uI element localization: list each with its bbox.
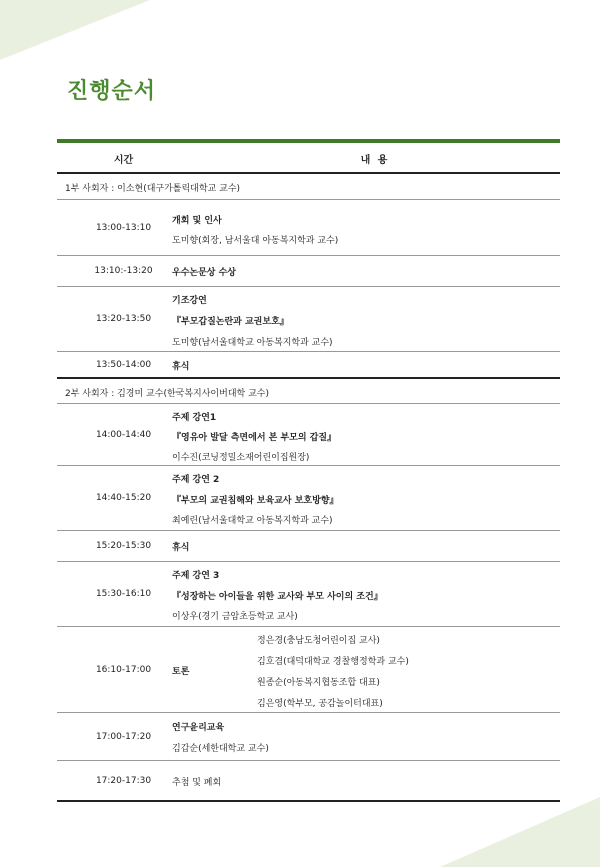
row-time: 13:10:-13:20: [94, 266, 153, 276]
table-row: [57, 562, 560, 627]
table-row: [57, 287, 560, 352]
panelist: 김은영(학부모, 공감놀이터대표): [257, 699, 383, 709]
row-time: 13:00-13:10: [95, 222, 152, 233]
header-content: 내 용: [360, 155, 390, 166]
page-title: 진행순서: [67, 79, 157, 104]
row-time: 17:00-17:20: [95, 731, 152, 742]
row-subtitle: 『부모갑질논란과 교권보호』: [172, 317, 289, 327]
table-row: [57, 627, 560, 713]
row-time: 16:10-17:00: [95, 664, 152, 675]
row-subtitle: 『영유아 발달 측면에서 본 부모의 갑질』: [172, 433, 337, 443]
row-time: 13:20-13:50: [95, 314, 152, 324]
section-1: [57, 174, 560, 200]
row-detail: 도미향(회장, 남서울대 아동복지학과 교수): [172, 236, 339, 246]
table-row: [57, 713, 560, 761]
row-time: 13:50-14:00: [95, 359, 152, 370]
row-detail: 김갑순(세한대학교 교수): [172, 744, 269, 754]
row-title: 주제 강연 2: [172, 475, 220, 485]
table-row: [57, 761, 560, 802]
corner-decoration-bottom: [440, 797, 600, 867]
section-2: [57, 379, 560, 404]
row-title: 개회 및 인사: [172, 216, 222, 226]
row-title: 휴식: [172, 543, 190, 553]
header-time: 시간: [113, 155, 134, 166]
row-title: 주제 강연1: [172, 413, 217, 423]
panelist: 정은경(충남도청어린이집 교사): [257, 636, 380, 646]
row-detail: 이수진(코닝정밀소재어린이집원장): [172, 453, 310, 463]
row-title: 주제 강연 3: [172, 571, 220, 581]
schedule-table: [57, 143, 560, 802]
row-time: 15:20-15:30: [95, 541, 152, 551]
row-detail: 이상우(경기 금암초등학교 교사): [172, 612, 298, 622]
row-time: 15:30-16:10: [95, 589, 152, 599]
table-row: [57, 531, 560, 562]
row-title: 기조강연: [172, 296, 207, 306]
row-title: 휴식: [172, 362, 190, 372]
panelist: 김호겸(대덕대학교 경찰행정학과 교수): [257, 657, 409, 667]
table-row: [57, 256, 560, 287]
row-subtitle: 『성장하는 아이들을 위한 교사와 부모 사이의 조건』: [172, 592, 383, 602]
row-time: 17:20-17:30: [95, 775, 152, 786]
row-time: 14:40-15:20: [95, 493, 152, 503]
row-subtitle: 『부모의 교권침해와 보육교사 보호방향』: [172, 496, 339, 506]
row-time: 14:00-14:40: [95, 429, 152, 440]
row-detail: 도미향(남서울대학교 아동복지학과 교수): [172, 338, 333, 348]
section-label: 1부 사회자 : 이소현(대구가톨릭대학교 교수): [65, 184, 241, 194]
row-title: 연구윤리교육: [172, 723, 225, 733]
table-row: [57, 404, 560, 466]
row-title: 토론: [172, 667, 190, 677]
row-title: 추첨 및 폐회: [172, 778, 222, 788]
table-row: [57, 200, 560, 256]
row-detail: 최예린(남서울대학교 아동복지학과 교수): [172, 516, 333, 526]
section-label: 2부 사회자 : 김경미 교수(한국복지사이버대학 교수): [65, 389, 269, 399]
corner-decoration-top: [0, 0, 150, 60]
row-title: 우수논문상 수상: [172, 268, 236, 278]
panelist: 원종순(아동복지협동조합 대표): [257, 678, 380, 688]
table-header: [57, 143, 560, 174]
table-row: [57, 466, 560, 531]
table-row: [57, 352, 560, 379]
